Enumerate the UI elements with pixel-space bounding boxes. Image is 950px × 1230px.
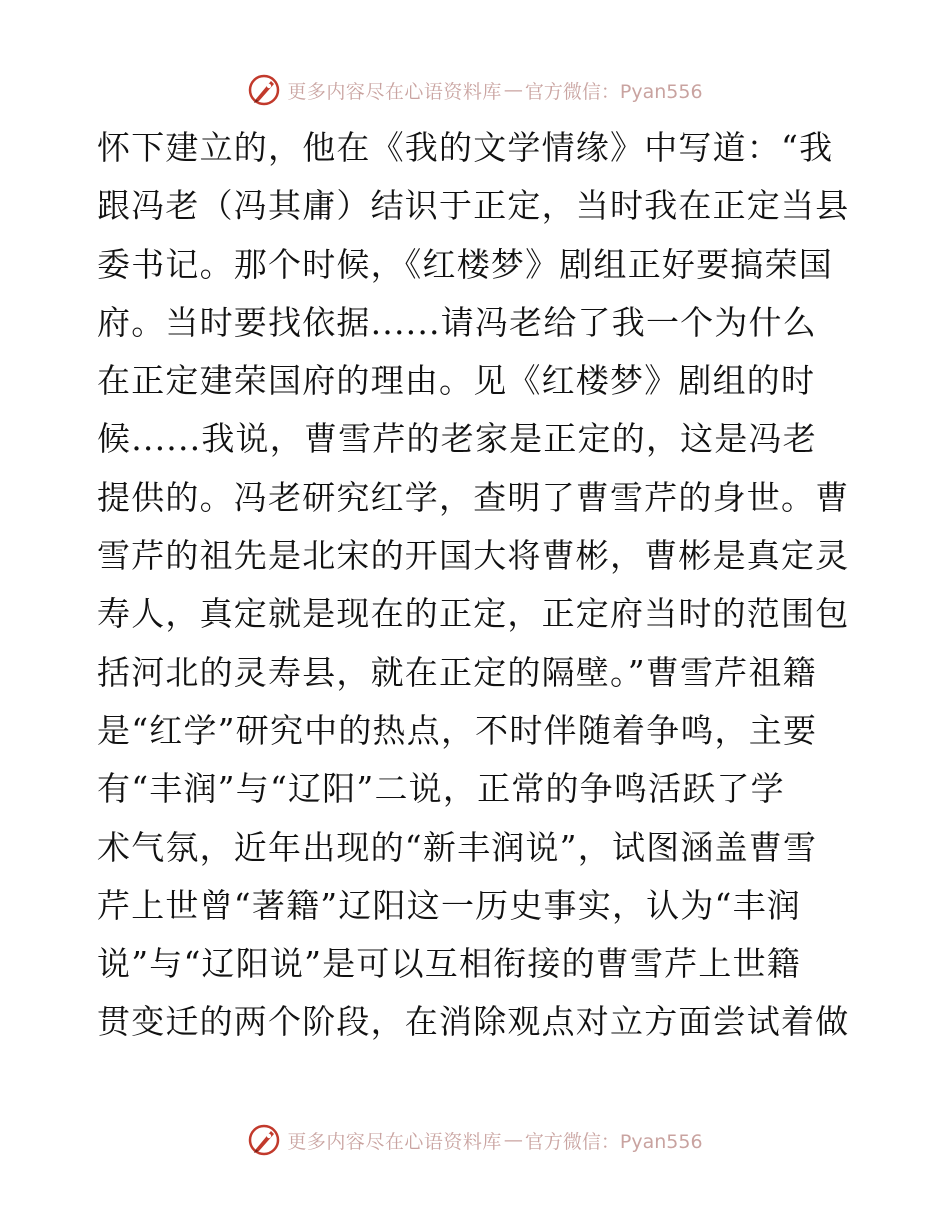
header-site-name: 更多内容尽在心语资料库 bbox=[287, 80, 502, 103]
text-line: 雪芹的祖先是北宋的开国大将曹彬，曹彬是真定灵 bbox=[97, 536, 850, 576]
footer-contact: 官方微信：Pyan556 bbox=[524, 1130, 703, 1153]
footer-separator: — bbox=[503, 1129, 523, 1151]
text-line: 怀下建立的，他在《我的文学情缘》中写道：“我 bbox=[97, 128, 834, 167]
footer-watermark bbox=[0, 1120, 950, 1160]
text-line: 括河北的灵寿县，就在正定的隔壁。”曹雪芹祖籍 bbox=[97, 652, 817, 692]
footer-site-name: 更多内容尽在心语资料库 bbox=[287, 1130, 502, 1153]
document-body bbox=[97, 119, 857, 1052]
text-line: 委书记。那个时候，《红楼梦》剧组正好要搞荣国 bbox=[97, 244, 833, 284]
text-line: 在正定建荣国府的理由。见《红楼梦》剧组的时 bbox=[97, 361, 816, 401]
text-line: 术气氛，近年出现的“新丰润说”，试图涵盖曹雪 bbox=[97, 827, 818, 867]
text-line: 府。当时要找依据......请冯老给了我一个为什么 bbox=[97, 302, 817, 342]
quill-pen-logo-icon bbox=[247, 1123, 281, 1157]
text-line: 有“丰润”与“辽阳”二说，正常的争鸣活跃了学 bbox=[97, 769, 785, 809]
text-line: 贯变迁的两个阶段，在消除观点对立方面尝试着做 bbox=[97, 1002, 850, 1042]
text-line: 跟冯老（冯其庸）结识于正定，当时我在正定当县 bbox=[97, 186, 850, 226]
header-contact: 官方微信：Pyan556 bbox=[524, 80, 703, 103]
text-line: 候......我说，曹雪芹的老家是正定的，这是冯老 bbox=[97, 419, 817, 459]
text-line: 是“红学”研究中的热点，不时伴随着争鸣，主要 bbox=[97, 710, 818, 750]
header-separator: — bbox=[503, 79, 523, 101]
text-line: 寿人，真定就是现在的正定，正定府当时的范围包 bbox=[97, 594, 850, 634]
quill-pen-logo-icon bbox=[247, 73, 281, 107]
text-line: 芹上世曾“著籍”辽阳这一历史事实，认为“丰润 bbox=[97, 885, 802, 925]
header-watermark bbox=[0, 70, 950, 110]
text-line: 说”与“辽阳说”是可以互相衔接的曹雪芹上世籍 bbox=[97, 944, 802, 984]
text-line: 提供的。冯老研究红学，查明了曹雪芹的身世。曹 bbox=[97, 477, 850, 517]
